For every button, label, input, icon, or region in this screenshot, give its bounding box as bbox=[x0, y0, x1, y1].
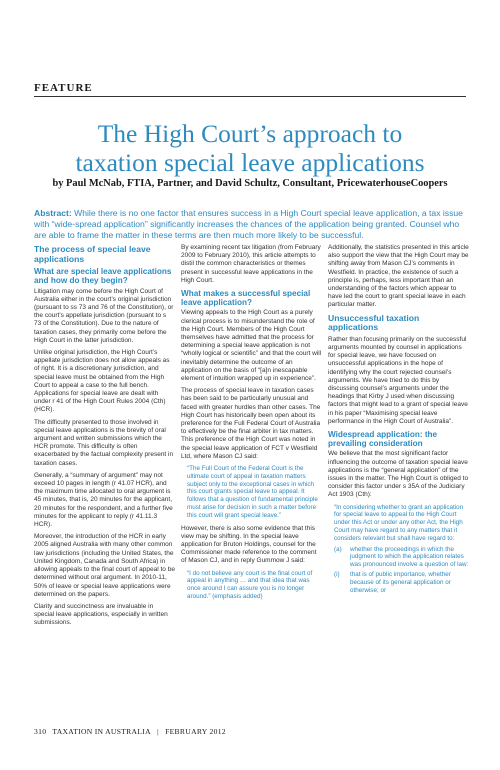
paragraph: Additionally, the statistics presented in this article also support the view that the High Court may be shifting away from Mason CJ’s comments in Westfield. In practice, the existence of such a principle is, perhaps, less important than an understanding of the factors which appear to have led the court to grant special leave in each particular matter. bbox=[328, 244, 469, 309]
paragraph: Unlike original jurisdiction, the High Court’s appellate jurisdiction does not allow appeals as of right. It is a discretionary jurisdiction, and special leave must be obtained from the High Court to appeal a case to the full bench. Applications for special leave are dealt with under r 41 of the High Court Rules 2004 (Cth) (HCR). bbox=[34, 349, 170, 414]
subheading-what-are: What are special leave applications and how do they begin? bbox=[34, 267, 172, 286]
issue-date: FEBRUARY 2012 bbox=[165, 727, 226, 736]
column-2 bbox=[181, 244, 322, 606]
list-item-text: that is of public importance, whether because of its general application or otherwise; or bbox=[350, 571, 451, 594]
paragraph: We believe that the most significant factor influencing the outcome of taxation special leave applications is the “general application” of the issues in the matter. The High Court is obliged to consider this factor under s 35A of the Judiciary Act 1903 (Cth): bbox=[328, 450, 469, 499]
column-3 bbox=[328, 244, 470, 599]
list-item-label: (a) bbox=[334, 545, 342, 553]
article-title bbox=[20, 119, 480, 177]
paragraph: Clarity and succinctness are invaluable in special leave applications, especially in written submissions. bbox=[34, 602, 168, 627]
list-item-text: whether the proceedings in which the judgment to which the application relates was pronounced involve a question of law: bbox=[350, 545, 469, 569]
quote-text: “I do not believe any court is the final court of appeal in anything … and that idea that was once around I can assure you is no longer around.” (emphasis added) bbox=[187, 569, 313, 601]
page-number: 310 bbox=[34, 727, 47, 736]
paragraph: The difficulty presented to those involved in special leave applications is the brevity of oral argument and written submissions which the HCR promote. This difficulty is often exacerbated by the factual complexity present in taxation cases. bbox=[34, 418, 174, 467]
block-quote bbox=[187, 570, 322, 601]
paragraph: The process of special leave in taxation cases has been said to be particularly unusual and faced with greater hurdles than other cases. The High Court has historically been open about its preference for the Full Federal Court of Australia to effectively be the final arbiter in tax matters. This preference of the High Court was noted in the special leave application of FCT v Westfield Ltd, where Mason CJ said: bbox=[181, 387, 321, 460]
abstract-label: Abstract: bbox=[34, 208, 72, 218]
paragraph: By examining recent tax litigation (from February 2009 to February 2010), this article attempts to distil the common characteristics or themes present in successful leave applications in the High Court. bbox=[181, 244, 321, 284]
paragraph: However, there is also some evidence that this view may be shifting. In the special leave application for Bruton Holdings, counsel for the Commissioner made reference to the comment of Mason CJ, and in reply Gummow J said: bbox=[181, 524, 317, 565]
byline: by Paul McNab, FTIA, Partner, and David Schultz, Consultant, PricewaterhouseCoopers bbox=[52, 178, 448, 189]
quote-text: “The Full Court of the Federal Court is the ultimate court of appeal in taxation matters subject only to the exceptional cases in which this court grants special leave to appeal. It follows that a question of fundamental principle must arise for decision in such a matter before this court will grant special leave.” bbox=[187, 465, 318, 519]
list-item-label: (i) bbox=[334, 571, 340, 579]
title-line-2: taxation special leave applications bbox=[75, 148, 425, 177]
abstract bbox=[34, 208, 466, 241]
paragraph: Generally, a “summary of argument” may not exceed 10 pages in length (r 41.07 HCR), and the maximum time allocated to oral argument is 45 minutes, that is, 20 minutes for the applicant, 20 minutes for the respondent, and a further five minutes for the applicant to reply (r 41.11.3 HCR). bbox=[34, 471, 173, 529]
column-1 bbox=[34, 244, 175, 632]
quote-text: “In considering whether to grant an application for special leave to appeal to the High Court under this Act or under any other Act, the High Court may have regard to any matters that it considers relevant but shall have regard to: bbox=[334, 503, 464, 542]
footer-separator: | bbox=[157, 727, 159, 736]
block-quote bbox=[334, 504, 470, 595]
paragraph: Viewing appeals to the High Court as a purely clerical process is to misunderstand the role of the High Court. Members of the High Court themselves have admitted that the process for determining a special leave application is not “wholly logical or scientific” and that the court will inevitably determine the outcome of an application on the basis of “[a]n inescapable element of intuition wrapped up in experience”. bbox=[181, 309, 322, 383]
publication-name: TAXATION IN AUSTRALIA bbox=[52, 727, 151, 736]
subheading-successful: What makes a successful special leave application? bbox=[181, 289, 311, 308]
subheading-widespread: Widespread application: the prevailing consideration bbox=[328, 430, 438, 449]
list-item bbox=[334, 571, 470, 594]
quote-list bbox=[334, 546, 470, 595]
paragraph: Moreover, the introduction of the HCR in early 2005 aligned Australia with many other common law jurisdictions (including the United States, the United Kingdom, Canada and South Africa) in allowing appeals to the final court of appeal to be determined without oral argument. In 2010-11, 50% of leave or special leave applications were determined on the papers. bbox=[34, 533, 175, 598]
list-item bbox=[334, 546, 470, 569]
page-footer bbox=[34, 727, 230, 736]
abstract-text: While there is no one factor that ensures success in a High Court special leave application, a tax issue with “wide-spread application” significantly increases the chances of the application being granted. Counsel who are able to frame the matter in these terms are then much more likely to be successful. bbox=[34, 208, 463, 240]
section-label: FEATURE bbox=[34, 82, 93, 94]
block-quote bbox=[187, 465, 322, 520]
paragraph: Rather than focusing primarily on the successful arguments mounted by counsel in applications for special leave, we have focused on unsuccessful applications in the hope of identifying why the court rejected counsel’s arguments. We have tried to do this by discussing counsel’s arguments under the headings that Kirby J used when discussing factors that might lead to a grant of special leave in his paper “Maximising special leave performance in the High Court of Australia”. bbox=[328, 335, 468, 425]
heading-process: The process of special leave applications bbox=[34, 244, 151, 264]
paragraph: Litigation may come before the High Court of Australia either in the court’s original jurisdiction (pursuant to ss 73 and 76 of the Constitution), or the court’s appellate jurisdiction (pursuant to s 73 of the Constitution). Due to the nature of taxation cases, they primarily come before the High Court in the latter jurisdiction. bbox=[34, 287, 174, 344]
heading-unsuccessful: Unsuccessful taxation applications bbox=[328, 312, 420, 333]
header-rule bbox=[34, 96, 466, 97]
title-line-1: The High Court’s approach to bbox=[97, 119, 403, 148]
